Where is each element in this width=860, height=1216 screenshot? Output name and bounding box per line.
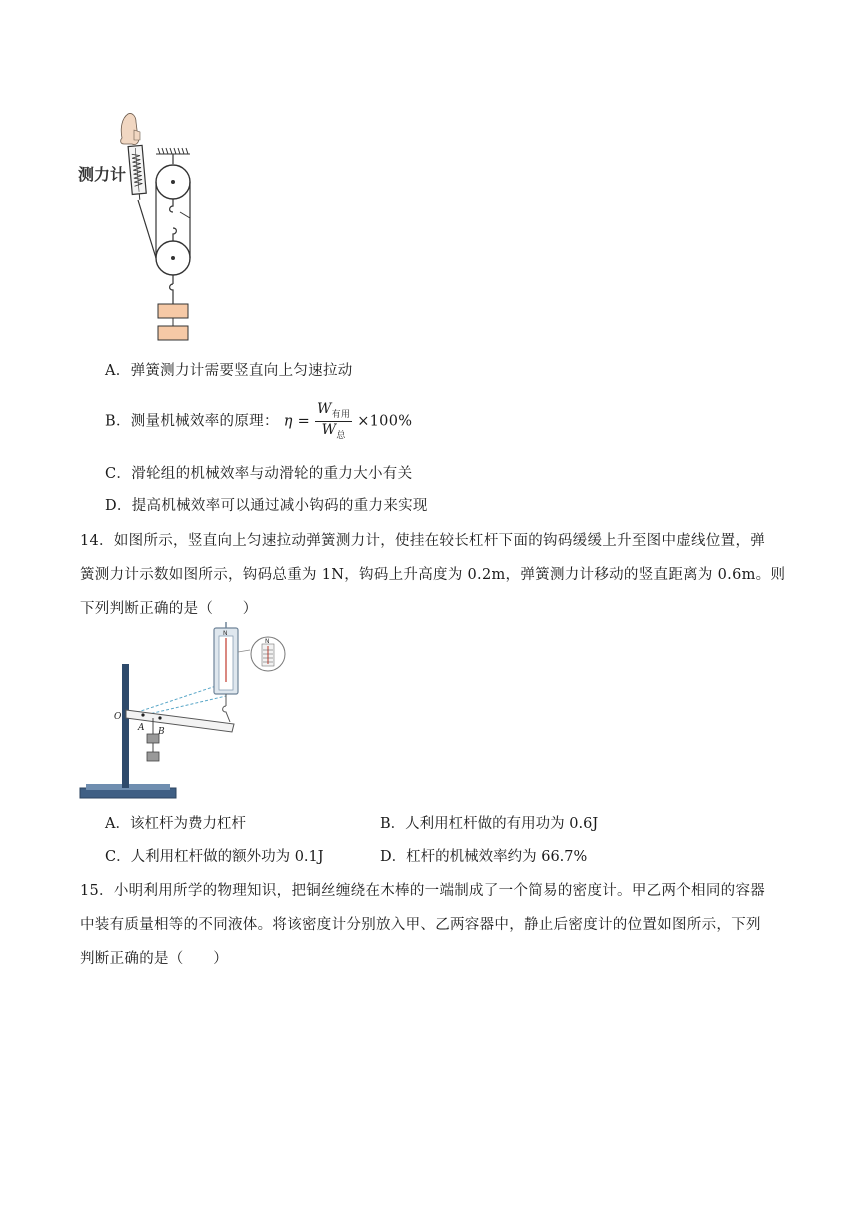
lever-diagram [76,622,296,802]
efficiency-fraction [315,402,352,441]
q14-stem-line1: 14．如图所示，竖直向上匀速拉动弹簧测力计，使挂在较长杠杆下面的钩码缓缓上升至图中虚线位置，弹 [80,533,766,549]
denominator-sub: 总 [336,431,346,442]
q14-option-b: B．人利用杠杆做的有用功为 0.6J [380,816,599,832]
q15-stem-line2: 中装有质量相等的不同液体。将该密度计分别放入甲、乙两容器中，静止后密度计的位置如图所示，下列 [80,917,761,933]
q13-option-a: A．弹簧测力计需要竖直向上匀速拉动 [105,363,353,379]
q15-stem-line1: 15．小明利用所学的物理知识，把铜丝缠绕在木棒的一端制成了一个简易的密度计。甲乙两个相同的容器 [80,883,766,899]
q13-option-d: D．提高机械效率可以通过减小钩码的重力来实现 [105,498,428,514]
ceiling-hatch [156,148,190,154]
figure-label: 测力计 [78,165,127,184]
label-b: B [158,727,165,737]
hook-weight [147,752,159,761]
weight-block [158,326,188,340]
q15-stem-line3: 判断正确的是（ ） [80,951,228,967]
q13-option-b-prefix: B．测量机械效率的原理： [105,413,279,430]
q14-stem-line3: 下列判断正确的是（ ） [80,601,258,617]
hand-icon [121,113,140,144]
label-n-magnifier: N [265,638,270,645]
q13-option-b [105,402,412,441]
q14-option-a: A．该杠杆为费力杠杆 [105,816,246,832]
pulley-figure [76,108,206,346]
q13-option-b-suffix: ×100% [357,413,413,430]
q13-option-c: C．滑轮组的机械效率与动滑轮的重力大小有关 [105,466,413,482]
spring-scale-icon [128,145,147,200]
eta-symbol: η = [283,413,311,430]
label-o: O [114,712,122,722]
label-a: A [138,723,145,733]
numerator-sub: 有用 [331,409,351,420]
numerator-w: W [316,401,332,417]
q14-option-d: D．杠杆的机械效率约为 66.7% [380,849,588,865]
stand-pole [122,664,129,788]
denominator-w: W [321,422,337,439]
q14-stem-line2: 簧测力计示数如图所示，钩码总重为 1N，钩码上升高度为 0.2m，弹簧测力计移动的竖直距离为 0.6m。则 [80,567,786,583]
lever-figure [76,622,296,802]
weight-block [158,304,188,318]
label-n-scale: N [223,630,228,637]
pulley-diagram [76,108,206,346]
q14-option-c: C．人利用杠杆做的额外功为 0.1J [105,849,324,865]
